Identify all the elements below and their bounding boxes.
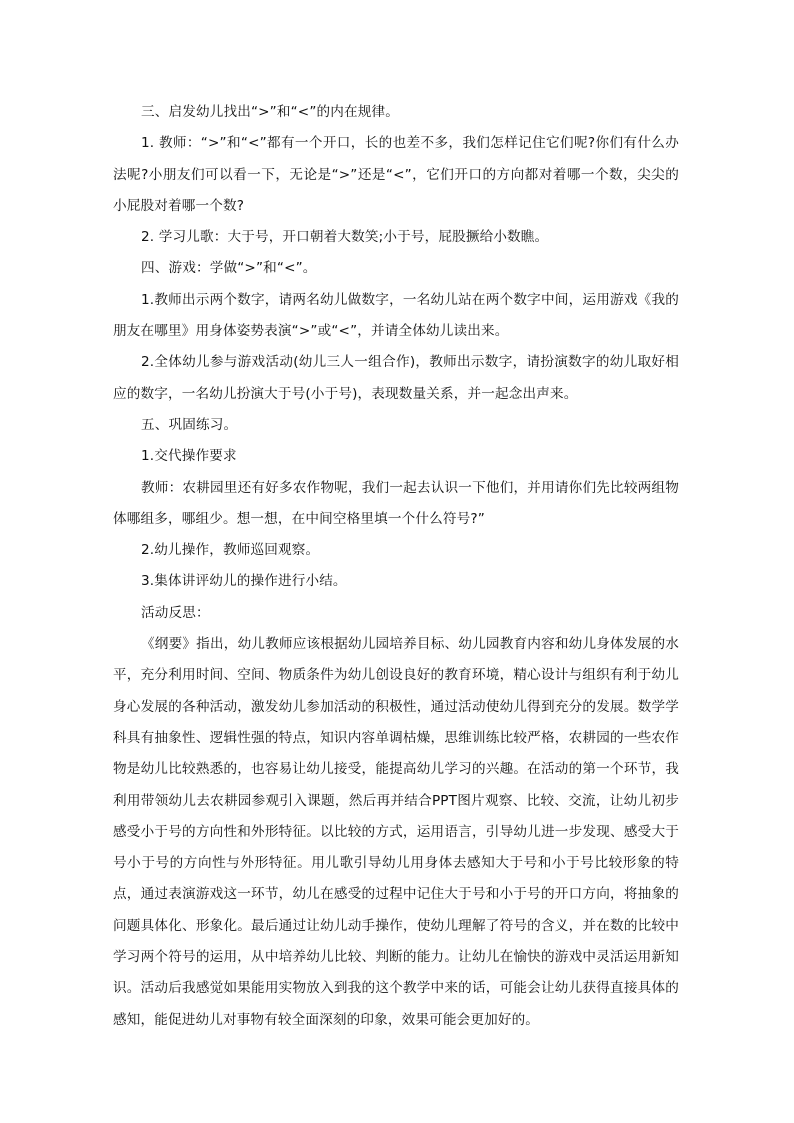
section-heading-4: 四、游戏：学做“>”和“<”。 bbox=[141, 260, 317, 277]
section-heading-5: 五、巩固练习。 bbox=[141, 416, 238, 433]
paragraph-game-step-2: 2.全体幼儿参与游戏活动(幼儿三人一组合作)，教师出示数字，请扮演数字的幼儿取好相应的数字，一名幼儿扮演大于号(小于号)，表现数量关系，并一起念出声来。 bbox=[113, 354, 679, 402]
paragraph-practice-step-1: 1.交代操作要求 bbox=[141, 448, 237, 465]
section-heading-3: 三、启发幼儿找出“>”和“<”的内在规律。 bbox=[141, 104, 400, 120]
paragraph-teacher-instruction: 教师：农耕园里还有好多农作物呢，我们一起去认识一下他们，并用请你们先比较两组物体哪组多，哪组少。想一想，在中间空格里填一个什么符号?” bbox=[113, 479, 679, 527]
reflection-paragraph: 《纲要》指出，幼儿教师应该根据幼儿园培养目标、幼儿园教育内容和幼儿身体发展的水平，充分利用时间、空间、物质条件为幼儿创设良好的教育环境，精心设计与组织有利于幼儿身心发展的各种活动，激发幼儿参加活动的积极性，通过活动使幼儿得到充分的发展。数学学科具有抽象性、逻辑性强的特点，知识内容单调枯燥，思维训练比较严格，农耕园的一些农作物是幼儿比较熟悉的，也容易让幼儿接受，能提高幼儿学习的兴趣。在活动的第一个环节，我利用带领幼儿去农耕园参观引入课题，然后再并结合PPT图片观察、比较、交流，让幼儿初步感受小于号的方向性和外形特征。以比较的方式，运用语言，引导幼儿进一步发现、感受大于号小于号的方向性与外形特征。用儿歌引导幼儿用身体去感知大于号和小于号比较形象的特点，通过表演游戏这一环节，幼儿在感受的过程中记住大于号和小于号的开口方向，将抽象的问题具体化、形象化。最后通过让幼儿动手操作，使幼儿理解了符号的含义，并在数的比较中学习两个符号的运用，从中培养幼儿比较、判断的能力。让幼儿在愉快的游戏中灵活运用新知识。活动后我感觉如果能用实物放入到我的这个教学中来的话，可能会让幼儿获得直接具体的感知，能促进幼儿对事物有较全面深刻的印象，效果可能会更加好的。 bbox=[113, 636, 679, 1028]
reflection-heading: 活动反思： bbox=[141, 604, 210, 621]
paragraph-learn-rhyme: 2. 学习儿歌：大于号，开口朝着大数笑;小于号，屁股撅给小数瞧。 bbox=[141, 229, 549, 246]
paragraph-practice-step-2: 2.幼儿操作，教师巡回观察。 bbox=[141, 542, 320, 559]
document-body bbox=[113, 97, 679, 1036]
paragraph-teacher-question: 1. 教师：“>”和“<”都有一个开口，长的也差不多，我们怎样记住它们呢?你们有什么办法呢?小朋友们可以看一下，无论是“>”还是“<”，它们开口的方向都对着哪一个数，尖尖的小屁股对着哪一个数? bbox=[113, 135, 679, 214]
paragraph-game-step-1: 1.教师出示两个数字，请两名幼儿做数字，一名幼儿站在两个数字中间，运用游戏《我的朋友在哪里》用身体姿势表演“>”或“<”，并请全体幼儿读出来。 bbox=[113, 291, 679, 340]
paragraph-practice-step-3: 3.集体讲评幼儿的操作进行小结。 bbox=[141, 573, 347, 590]
